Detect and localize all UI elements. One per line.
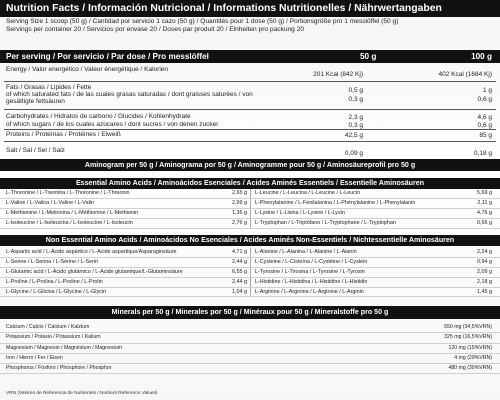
amino-acid-value: 2,24 g bbox=[477, 249, 492, 255]
table-row bbox=[0, 323, 500, 333]
amino-acid-value: 2,09 g bbox=[477, 268, 492, 275]
serving-info bbox=[6, 18, 496, 34]
nutrient-row-salt bbox=[0, 147, 500, 157]
nutrient-subvalue-100g: 0,6 g bbox=[477, 96, 492, 103]
minerals-title: Minerals per 50 g / Minerales por 50 g / Minéraux pour 50 g / Mineralstoffe pro 50 g bbox=[0, 306, 500, 319]
amino-acid-name: L-Arginine / L-Arginina / L-Arginine / L-Arginin bbox=[255, 288, 364, 295]
nutrient-value-100g: 0,18 g bbox=[473, 150, 492, 157]
nutrient-row-fats bbox=[0, 84, 500, 106]
amino-acid-value: 2,44 g bbox=[232, 278, 247, 285]
amino-acid-name: L-Lysine / L-Lisina / L-Lysine / L-Lysin bbox=[255, 209, 345, 216]
nutrient-value-50g: 2,3 g bbox=[348, 114, 363, 121]
mineral-name: Iron / Hierro / Fer / Eisen bbox=[6, 354, 63, 361]
per-serving-bar bbox=[0, 50, 500, 63]
minerals-table bbox=[0, 323, 500, 374]
essential-amino-acids-table bbox=[0, 189, 500, 229]
essential-amino-acids-title: Essential Amino Acids / Aminoácidos Esenciales / Acides Aminés Essentiels / Essentielle Aminosäuren bbox=[0, 178, 500, 189]
column-divider bbox=[250, 258, 251, 267]
table-row bbox=[0, 333, 500, 343]
column-divider bbox=[250, 288, 251, 297]
table-row bbox=[0, 248, 500, 258]
amino-acid-name: L-Glutamic acid / L-Ácido glutámico / L-Acide glutamique/L-Glutaminsäure bbox=[6, 268, 183, 275]
table-row bbox=[0, 268, 500, 278]
nutrient-value-50g: 0,09 g bbox=[344, 150, 363, 157]
nutrient-value-50g: 42,5 g bbox=[344, 132, 363, 139]
amino-acid-name: L-Phenylalanine / L-Fenilalanina / L-Phénylalanine / L-Phenylalanin bbox=[255, 199, 416, 206]
nutrient-subvalue-50g: 0,3 g bbox=[348, 96, 363, 103]
amino-acid-value: 1,36 g bbox=[232, 209, 247, 216]
amino-acid-value: 0,94 g bbox=[477, 258, 492, 265]
amino-acid-value: 2,11 g bbox=[477, 199, 492, 206]
amino-acid-name: L-Alanine / L-Alanina / L-Alanine / L-Alanin bbox=[255, 249, 357, 255]
amino-acid-name: L-Serine / L-Serina / L-Sérine / L-Serin bbox=[6, 258, 98, 265]
mineral-name: Potassium / Potasio / Potassium / Kalium bbox=[6, 334, 101, 341]
aminogram-title: Aminogram per 50 g / Aminograma por 50 g / Aminogramme pour 50 g / Aminosäureprofil pro 50 g bbox=[0, 159, 500, 171]
amino-acid-value: 2,76 g bbox=[232, 219, 247, 226]
amino-acid-name: L-Isoleucine / L-Isoleucina / L-Isoleucine / L-Isoleucin bbox=[6, 219, 133, 226]
table-row bbox=[0, 354, 500, 364]
amino-acid-value: 6,55 g bbox=[232, 268, 247, 275]
nutrient-value-100g: 402 Kcal (1684 Kj) bbox=[438, 71, 492, 78]
column-divider bbox=[250, 268, 251, 277]
mineral-value: 120 mg (15%VRN) bbox=[448, 344, 492, 351]
amino-acid-name: L-Valine / L-Valina / L-Valine / L-Valin bbox=[6, 199, 94, 206]
per-serving-label: Per serving / Por servicio / Par dose / Pro messlöffel bbox=[6, 52, 209, 61]
amino-acid-name: L-Proline / L-Prolina / L-Proline / L-Prolin bbox=[6, 278, 103, 285]
amino-acid-name: L-Threonine / L-Treonina / L-Thréonine / L-Threonin bbox=[6, 190, 130, 196]
amino-acid-name: L-Leucine / L-Leucina / L-Leucine / L-Leucin bbox=[255, 190, 361, 196]
mineral-value: 325 mg (16,5%VRN) bbox=[444, 334, 492, 341]
nutrient-label: Energy / Valor energético / Valeur énergétique / Kalorien bbox=[6, 66, 168, 73]
column-header-50g: 50 g bbox=[360, 52, 377, 61]
nutrient-label: Salt / Sal / Sel / Salz bbox=[6, 147, 65, 154]
servings-per-container: Servings per container 20 / Servicios por envase 20 / Doses par produit 20 / Einheiten pro packung 20 bbox=[6, 25, 304, 33]
amino-acid-name: L-Aspartic acid / L-Ácido aspártico / L-Acide aspartique/Asparaginsäure bbox=[6, 249, 177, 255]
nutrient-subvalue-100g: 0,6 g bbox=[477, 122, 492, 129]
column-divider bbox=[250, 248, 251, 257]
column-divider bbox=[250, 219, 251, 228]
column-divider bbox=[250, 209, 251, 218]
amino-acid-name: L-Methionine / L-Metionina / L-Méthionine / L-Methionin bbox=[6, 209, 139, 216]
nutrient-sublabel: of which sugars / de los cuales azúcares / dont sucres / von denen zucker bbox=[6, 121, 219, 128]
serving-size: Serving Size 1 scoop (50 g) / Cantidad por servicio 1 cazo (50 g) / Quantités pour 1 dose (50 g) / Portionsgröße pro 1 messlöffel (50 g) bbox=[6, 18, 399, 25]
mineral-value: 480 mg (30%VRN) bbox=[448, 365, 492, 372]
amino-acid-value: 2,99 g bbox=[232, 199, 247, 206]
mineral-value: 4 mg (29%VRN) bbox=[454, 354, 492, 361]
nutrient-value-100g: 85 g bbox=[479, 132, 492, 139]
nutrient-row-carbohydrates bbox=[0, 113, 500, 129]
non-essential-amino-acids-title: Non Essential Amino Acids / Aminoácidos No Esenciales / Acides Aminés Non-Essentiels / Nichtessentielle Aminosäuren bbox=[0, 235, 500, 246]
column-divider bbox=[250, 199, 251, 208]
nutrient-row-proteins bbox=[0, 131, 500, 141]
amino-acid-name: L-Tryptophan / L-Triptófano / L-Tryptophane / L-Tryptophan bbox=[255, 219, 396, 226]
nutrient-label: Fats / Grasas / Lipides / Fette bbox=[6, 84, 92, 91]
mineral-name: Phosphorus / Fósforo / Phosphore / Phosphor bbox=[6, 365, 112, 372]
table-row bbox=[0, 219, 500, 229]
amino-acid-value: 5,69 g bbox=[477, 190, 492, 196]
nutrition-facts-title: Nutrition Facts / Información Nutricional / Informations Nutritionelles / Nährwertangaben bbox=[0, 0, 500, 17]
table-row bbox=[0, 364, 500, 374]
amino-acid-name: L-Cysteine / L-Cisteína / L-Cystéine / L-Cystein bbox=[255, 258, 368, 265]
amino-acid-value: 2,65 g bbox=[232, 190, 247, 196]
amino-acid-value: 4,76 g bbox=[477, 209, 492, 216]
divider bbox=[4, 81, 496, 82]
footer-note: VRN (Valores de Referencia de Nutrientes / Nutrient Reference Values) bbox=[6, 391, 158, 396]
table-row bbox=[0, 209, 500, 219]
amino-acid-value: 2,18 g bbox=[477, 278, 492, 285]
amino-acid-value: 2,44 g bbox=[232, 258, 247, 265]
table-row bbox=[0, 288, 500, 298]
table-row bbox=[0, 344, 500, 354]
amino-acid-value: 1,04 g bbox=[232, 288, 247, 295]
amino-acid-value: 4,71 g bbox=[232, 249, 247, 255]
mineral-name: Magnesium / Magnesio / Magnésium / Magnesium bbox=[6, 344, 122, 351]
table-row bbox=[0, 199, 500, 209]
nutrient-sublabel: of which saturated fats / de las cuales grasas saturadas / dont graisses saturées / von gesättigte fettsäuren bbox=[6, 91, 253, 105]
nutrient-value-100g: 4,6 g bbox=[477, 114, 492, 121]
nutrient-value-50g: 0,5 g bbox=[348, 87, 363, 94]
nutrient-value-50g: 201 Kcal (842 Kj) bbox=[313, 71, 363, 78]
amino-acid-value: 1,45 g bbox=[477, 288, 492, 295]
amino-acid-value: 0,66 g bbox=[477, 219, 492, 226]
nutrient-value-100g: 1 g bbox=[482, 87, 492, 94]
nutrient-row-energy bbox=[0, 66, 500, 76]
mineral-name: Calcium / Calcio / Calcium / Kalzium bbox=[6, 324, 90, 330]
nutrient-subvalue-50g: 0,3 g bbox=[348, 122, 363, 129]
column-divider bbox=[250, 189, 251, 198]
divider bbox=[4, 141, 496, 142]
divider bbox=[4, 129, 496, 130]
non-essential-amino-acids-table bbox=[0, 248, 500, 297]
nutrient-label: Carbohydrates / Hidratos de carbono / Glucides / Kohlenhydrate bbox=[6, 113, 191, 120]
table-row bbox=[0, 258, 500, 268]
amino-acid-name: L-Histidine / L-Histidina / L-Histidine / L-Histidin bbox=[255, 278, 368, 285]
amino-acid-name: L-Tyrosine / L-Tirosina / L-Tyrosine / L-Tyrosin bbox=[255, 268, 365, 275]
divider bbox=[4, 109, 496, 110]
column-header-100g: 100 g bbox=[471, 52, 492, 61]
table-row bbox=[0, 189, 500, 199]
nutrient-label: Proteins / Proteínas / Protéines / Eiweiß bbox=[6, 131, 121, 138]
table-row bbox=[0, 278, 500, 288]
mineral-value: 550 mg (34,5%VRN) bbox=[444, 324, 492, 330]
column-divider bbox=[250, 278, 251, 287]
amino-acid-name: L-Glycine / L-Glicina / L-Glycine / L-Glycin bbox=[6, 288, 107, 295]
